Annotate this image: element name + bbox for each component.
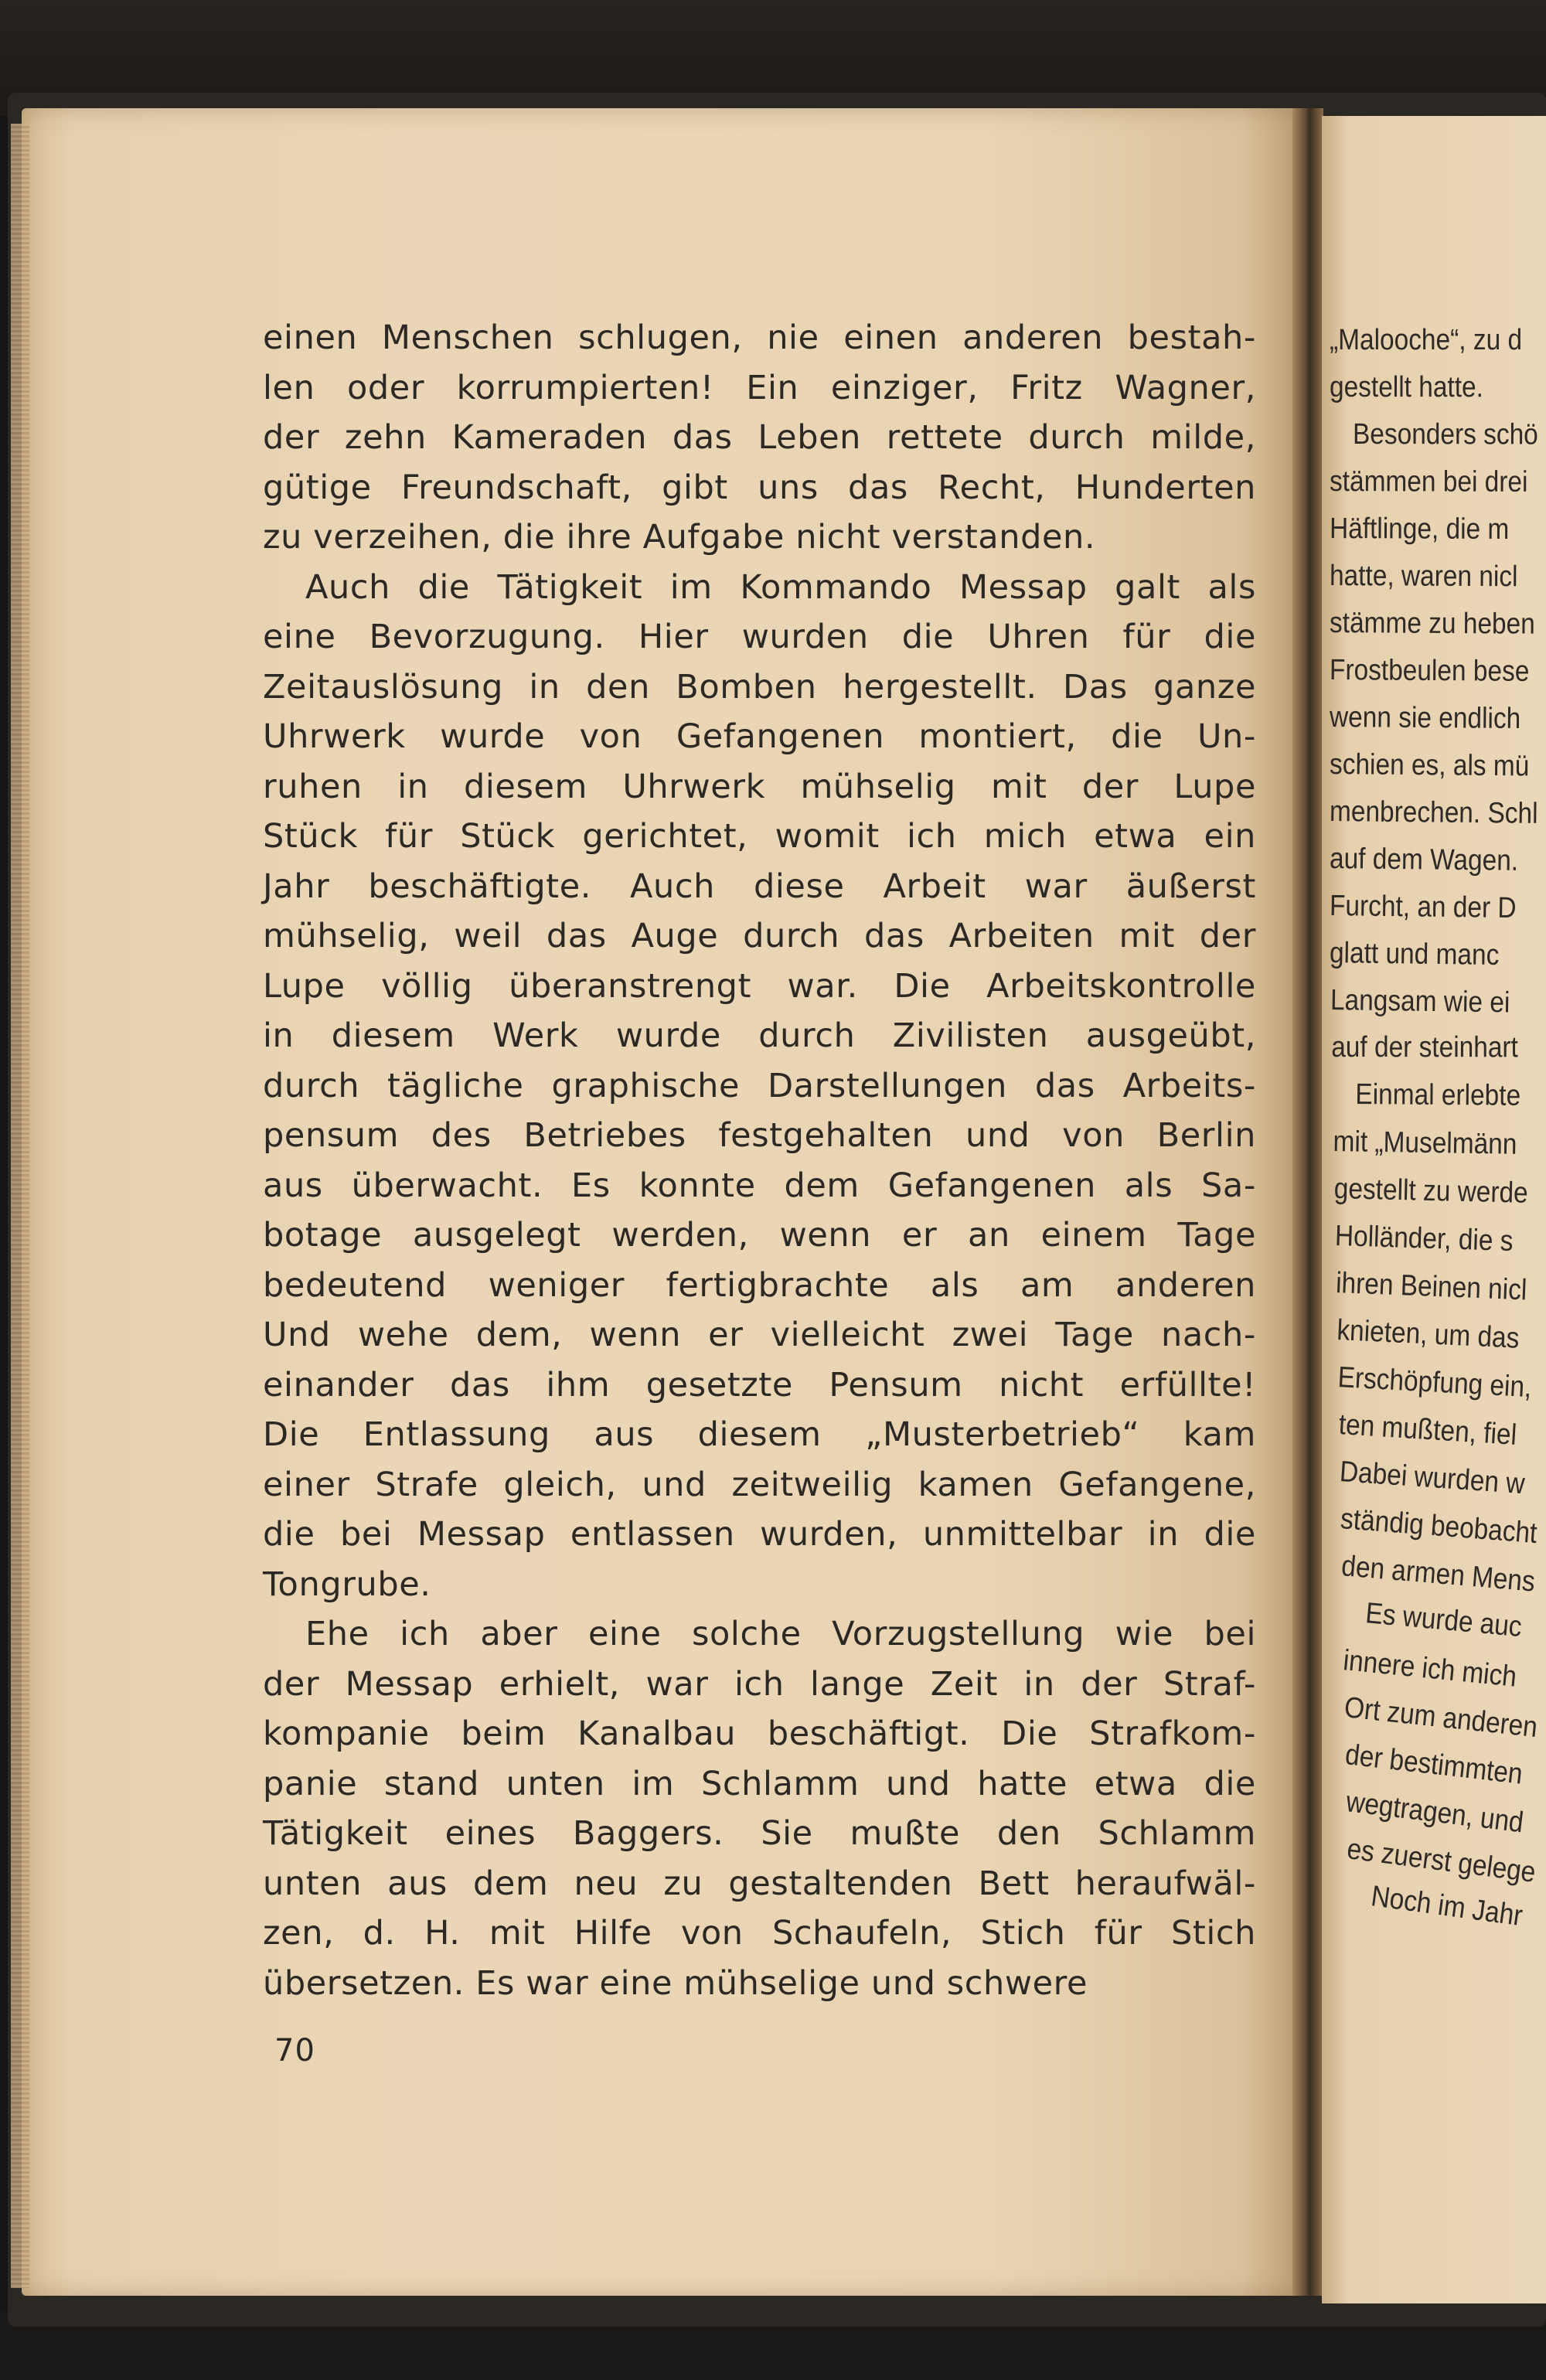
text-line: mühselig, weil das Auge durch das Arbeiten mit der <box>263 917 1256 955</box>
page-number: 70 <box>274 2033 315 2068</box>
right-text-line: ihren Beinen nicl <box>1335 1267 1528 1307</box>
text-line: einer Strafe gleich, und zeitweilig kamen Gefangene, <box>263 1465 1256 1504</box>
right-text-line: schien es, als mü <box>1329 748 1530 783</box>
right-text-line: hatte, waren nicl <box>1329 560 1518 594</box>
right-text-line: Frostbeulen bese <box>1329 654 1530 688</box>
right-text-line: gestellt hatte. <box>1329 371 1483 404</box>
text-line: übersetzen. Es war eine mühselige und schwere <box>263 1963 1088 2003</box>
right-text-line: gestellt zu werde <box>1333 1173 1529 1210</box>
text-line: eine Bevorzugung. Hier wurden die Uhren für die <box>263 618 1256 656</box>
right-text-line: Besonders schö <box>1352 418 1538 451</box>
right-text-line: ständig beobacht <box>1339 1503 1538 1551</box>
right-text-line: den armen Mens <box>1340 1550 1537 1599</box>
text-line: Jahr beschäftigte. Auch diese Arbeit war äußerst <box>263 867 1256 906</box>
text-line: Zeitauslösung in den Bomben hergestellt. Das ganze <box>263 667 1256 707</box>
text-line: Und wehe dem, wenn er vielleicht zwei Tage nach- <box>263 1316 1256 1354</box>
text-line: Auch die Tätigkeit im Kommando Messap galt als <box>305 567 1256 607</box>
right-text-line: Dabei wurden w <box>1338 1456 1526 1501</box>
text-line: len oder korrumpierten! Ein einziger, Fritz Wagner, <box>263 368 1256 407</box>
text-line: botage ausgelegt werden, wenn er an einem Tage <box>263 1216 1256 1255</box>
text-line: zen, d. H. mit Hilfe von Schaufeln, Stich für Stich <box>263 1914 1256 1953</box>
text-line: kompanie beim Kanalbau beschäftigt. Die Strafkom- <box>263 1714 1256 1753</box>
text-line: die bei Messap entlassen wurden, unmittelbar in die <box>263 1515 1256 1554</box>
right-text-line: Furcht, an der D <box>1329 890 1517 925</box>
left-page-text <box>263 313 1256 2008</box>
right-text-line: glatt und manc <box>1329 937 1500 972</box>
right-text-line: es zuerst gelege <box>1345 1833 1537 1889</box>
text-line: aus überwacht. Es konnte dem Gefangenen als Sa- <box>263 1166 1256 1205</box>
text-line: einander das ihm gesetzte Pensum nicht erfüllte! <box>263 1365 1256 1405</box>
text-line: Die Entlassung aus diesem „Musterbetrieb“ kam <box>263 1415 1256 1454</box>
right-text-line: stämmen bei drei <box>1329 465 1528 499</box>
right-page-text <box>1329 317 1546 1933</box>
right-text-line: mit „Muselmänn <box>1333 1125 1517 1161</box>
text-line: panie stand unten im Schlamm und hatte etwa die <box>263 1764 1256 1803</box>
book-gutter <box>1292 108 1323 2296</box>
right-text-line: auf der steinhart <box>1331 1031 1518 1064</box>
text-line: Tongrube. <box>263 1565 431 1604</box>
right-text-line: „Malooche“, zu d <box>1330 324 1523 356</box>
text-line: Ehe ich aber eine solche Vorzugstellung wie bei <box>305 1615 1256 1653</box>
right-text-line: Einmal erlebte <box>1355 1078 1521 1112</box>
text-line: der Messap erhielt, war ich lange Zeit in der Straf- <box>263 1664 1256 1704</box>
text-line: ruhen in diesem Uhrwerk mühselig mit der Lupe <box>263 767 1256 806</box>
text-line: einen Menschen schlugen, nie einen anderen bestah- <box>263 318 1256 357</box>
text-line: unten aus dem neu zu gestaltenden Bett heraufwäl- <box>263 1864 1256 1903</box>
right-text-line: Langsam wie ei <box>1330 984 1510 1020</box>
right-text-line: Erschöpfung ein, <box>1337 1361 1533 1405</box>
text-line: zu verzeihen, die ihre Aufgabe nicht verstanden. <box>263 518 1096 557</box>
text-line: der zehn Kameraden das Leben rettete durch milde, <box>263 418 1256 457</box>
text-line: Stück für Stück gerichtet, womit ich mich etwa ein <box>263 817 1256 856</box>
text-line: in diesem Werk wurde durch Zivilisten ausgeübt, <box>263 1016 1256 1055</box>
page-edges <box>11 124 29 2288</box>
text-line: Tätigkeit eines Baggers. Sie mußte den Schlamm <box>263 1814 1256 1853</box>
text-line: gütige Freundschaft, gibt uns das Recht, Hunderten <box>263 468 1256 507</box>
right-text-line: menbrechen. Schl <box>1329 795 1538 830</box>
right-text-line: innere ich mich <box>1341 1644 1518 1694</box>
right-text-line: Ort zum anderen <box>1343 1691 1539 1745</box>
right-text-line: Es wurde auc <box>1364 1597 1524 1644</box>
right-text-line: Häftlinge, die m <box>1329 512 1510 546</box>
text-line: pensum des Betriebes festgehalten und von Berlin <box>263 1116 1256 1155</box>
right-text-line: Holländer, die s <box>1334 1220 1514 1258</box>
right-text-line: Noch im Jahr <box>1369 1880 1525 1933</box>
right-text-line: wegtragen, und <box>1344 1786 1526 1840</box>
text-line: Lupe völlig überanstrengt war. Die Arbeitskontrolle <box>263 966 1256 1006</box>
right-text-line: knieten, um das <box>1336 1314 1520 1355</box>
right-text-line: stämme zu heben <box>1329 607 1535 641</box>
right-text-line: auf dem Wagen. <box>1329 843 1519 877</box>
right-text-line: der bestimmten <box>1343 1738 1524 1791</box>
text-line: durch tägliche graphische Darstellungen das Arbeits- <box>263 1066 1256 1105</box>
right-text-line: wenn sie endlich <box>1329 701 1521 736</box>
text-line: bedeutend weniger fertigbrachte als am anderen <box>263 1265 1256 1305</box>
right-text-line: ten mußten, fiel <box>1337 1408 1518 1452</box>
text-line: Uhrwerk wurde von Gefangenen montiert, die Un- <box>263 717 1256 756</box>
